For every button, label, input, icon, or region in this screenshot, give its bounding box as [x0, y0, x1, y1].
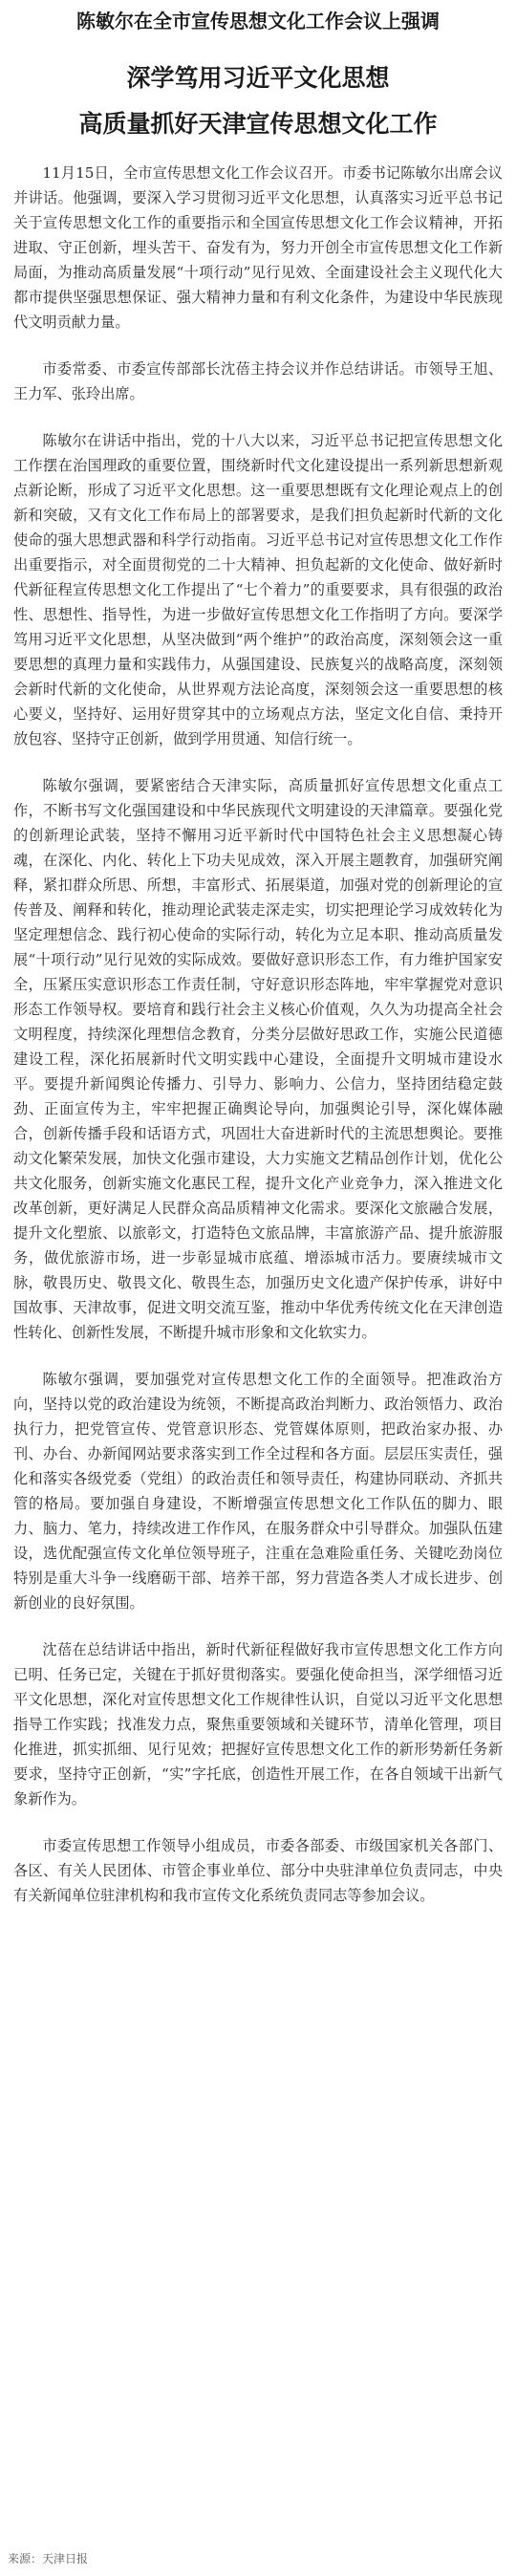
article-paragraph: 陈敏尔强调，要加强党对宣传思想文化工作的全面领导。把准政治方向，坚持以党的政治建设为统领，不断提高政治判断力、政治领悟力、政治执行力，把党管宣传、党管意识形态、党管媒体原则，把政治家办报、办刊、办台、办新闻网站要求落实到工作全过程和各方面。层层压实责任，强化和落实各级党委（党组）的政治责任和领导责任，构建协同联动、齐抓共管的格局。要加强自身建设，不断增强宣传思想文化工作队伍的脚力、眼力、脑力、笔力，持续改进工作作风，在服务群众中引导群众。加强队伍建设，选优配强宣传文化单位领导班子，注重在急难险重任务、关键吃劲岗位特别是重大斗争一线磨砺干部、培养干部，努力营造各类人才成长进步、创新创业的良好氛围。 — [13, 1371, 503, 1612]
article-source: 来源：天津日报 — [8, 2552, 89, 2565]
article-paragraph: 陈敏尔在讲话中指出，党的十八大以来，习近平总书记把宣传思想文化工作摆在治国理政的重要位置，围绕新时代文化建设提出一系列新思想新观点新论断，形成了习近平文化思想。这一重要思想既有文化理论观点上的创新和突破，又有文化工作布局上的部署要求，是我们担负起新时代新的文化使命的强大思想武器和科学行动指南。习近平总书记对宣传思想文化工作作出重要指示，对全面贯彻党的二十大精神、担负起新的文化使命、做好新时代新征程宣传思想文化工作提出了“七个着力”的重要要求，具有很强的政治性、思想性、指导性，为进一步做好宣传思想文化工作指明了方向。要深学笃用习近平文化思想，从坚决做到“两个维护”的政治高度，深刻领会这一重要思想的真理力量和实践伟力，从强国建设、民族复兴的战略高度，深刻领会新时代新的文化使命，从世界观方法论高度，深刻领会这一重要思想的核心要义，坚持好、运用好贯穿其中的立场观点方法，坚定文化自信、秉持开放包容、坚持守正创新，做到学用贯通、知信行统一。 — [13, 432, 503, 747]
article-headline-line1: 深学笃用习近平文化思想 — [126, 64, 390, 92]
article-paragraph: 沈蓓在总结讲话中指出，新时代新征程做好我市宣传思想文化工作方向已明、任务已定，关键在于抓好贯彻落实。要强化使命担当，深学细悟习近平文化思想，深化对宣传思想文化工作规律性认识，自觉以习近平文化思想指导工作实践；找准发力点，聚焦重要领域和关键环节，清单化管理，项目化推进，抓实抓细、见行见效；把握好宣传思想文化工作的新形势新任务新要求，坚持守正创新，“实”字托底，创造性开展工作，在各自领域干出新气象新作为。 — [13, 1641, 503, 1808]
article-paragraph: 市委宣传思想工作领导小组成员，市委各部委、市级国家机关各部门、各区、有关人民团体、市管企事业单位、部分中央驻津单位负责同志，中央有关新闻单位驻津机构和我市宣传文化系统负责同志等参加会议。 — [13, 1837, 503, 1904]
article-paragraph: 陈敏尔强调，要紧密结合天津实际，高质量抓好宣传思想文化重点工作，不断书写文化强国建设和中华民族现代文明建设的天津篇章。要强化党的创新理论武装，坚持不懈用习近平新时代中国特色社会主义思想凝心铸魂，在深化、内化、转化上下功夫见成效，深入开展主题教育，加强研究阐释，紧扣群众所思、所想，丰富形式、拓展渠道，加强对党的创新理论的宣传普及、阐释和转化，推动理论武装走深走实，切实把理论学习成效转化为坚定理想信念、践行初心使命的实际行动，转化为立足本职、推动高质量发展“十项行动”见行见效的实际成效。要做好意识形态工作，有力维护国家安全，压紧压实意识形态工作责任制，守好意识形态阵地，牢牢掌握党对意识形态工作领导权。要培育和践行社会主义核心价值观，久久为功提高全社会文明程度，持续深化理想信念教育，分类分层做好思政工作，实施公民道德建设工程，深化拓展新时代文明实践中心建设，全面提升文明城市建设水平。要提升新闻舆论传播力、引导力、影响力、公信力，坚持团结稳定鼓劲、正面宣传为主，牢牢把握正确舆论导向，加强舆论引导，深化媒体融合，创新传播手段和话语方式，巩固壮大奋进新时代的主流思想舆论。要推动文化繁荣发展，加快文化强市建设，大力实施文艺精品创作计划，优化公共文化服务，创新实施文化惠民工程，提升文化产业竞争力，深入推进文化改革创新，更好满足人民群众高品质精神文化需求。要深化文旅融合发展，提升文化塑旅、以旅彰文，打造特色文旅品牌，丰富旅游产品、提升旅游服务，做优旅游市场，进一步彰显城市底蕴、增添城市活力。要赓续城市文脉，敬畏历史、敬畏文化、敬畏生态，加强历史文化遗产保护传承，讲好中国故事、天津故事，促进文明交流互鉴，推动中华优秀传统文化在天津创造性转化、创新性发展，不断提升城市形象和文化软实力。 — [13, 777, 503, 1341]
article-paragraph: 市委常委、市委宣传部部长沈蓓主持会议并作总结讲话。市领导王旭、王力军、张玲出席。 — [13, 360, 503, 402]
article-kicker: 陈敏尔在全市宣传思想文化工作会议上强调 — [76, 10, 440, 32]
article-body — [13, 161, 503, 1930]
article-headline-line2: 高质量抓好天津宣传思想文化工作 — [78, 110, 438, 138]
article-paragraph: 11月15日，全市宣传思想文化工作会议召开。市委书记陈敏尔出席会议并讲话。他强调，要深入学习贯彻习近平文化思想，认真落实习近平总书记关于宣传思想文化工作的重要指示和全国宣传思想文化工作会议精神，开拓进取、守正创新，埋头苦干、奋发有为，努力开创全市宣传思想文化工作新局面，为推动高质量发展“十项行动”见行见效、全面建设社会主义现代化大都市提供坚强思想保证、强大精神力量和有利文化条件，为建设中华民族现代文明贡献力量。 — [13, 164, 503, 331]
